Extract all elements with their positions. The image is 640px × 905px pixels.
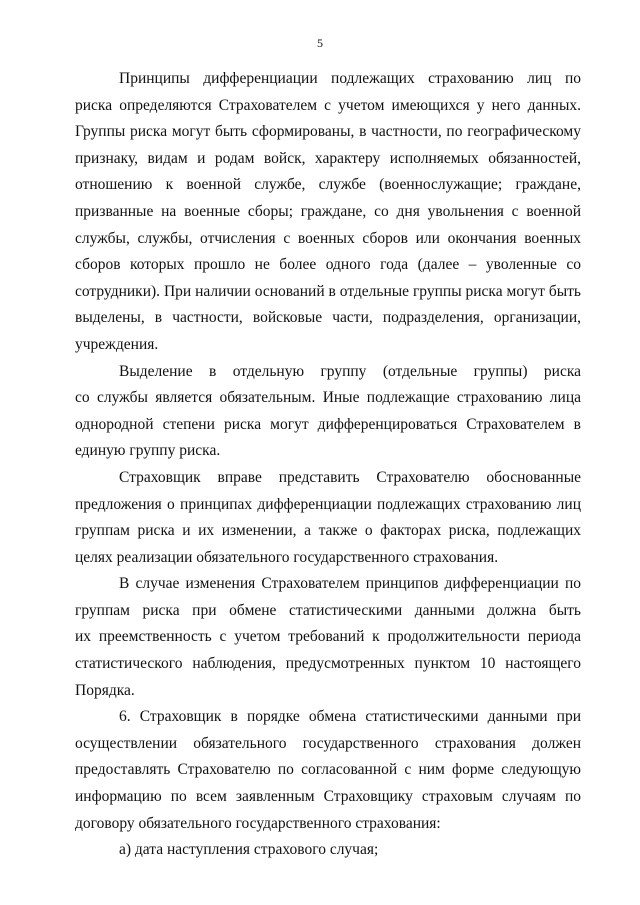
- text-line: договору обязательного государственного страхования:: [75, 814, 441, 832]
- text-line: предоставлять Страхователю по согласованной с ним форме следующую: [75, 761, 581, 779]
- text-line: а) дата наступления страхового случая;: [119, 841, 379, 859]
- paragraph-insurer-proposals: [75, 465, 581, 571]
- text-line: выделены, в частности, войсковые части, подразделения, организации,: [75, 309, 581, 327]
- text-line: призванные на военные сборы; граждане, со дня увольнения с военной: [75, 202, 581, 220]
- document-body: [75, 66, 581, 864]
- text-line: В случае изменения Страхователем принципов дифференциации по: [119, 575, 581, 593]
- text-line: информацию по всем заявленным Страховщику страховым случаям по: [75, 788, 581, 806]
- paragraph-continuity: [75, 571, 581, 704]
- text-line: учреждения.: [75, 335, 159, 353]
- text-line: 6. Страховщик в порядке обмена статистическими данными при: [119, 708, 581, 726]
- text-line: риска определяются Страхователем с учетом имеющихся у него данных.: [75, 96, 581, 114]
- text-line: однородной степени риска могут дифференцироваться Страхователем в: [75, 415, 581, 433]
- text-line: Порядка.: [75, 681, 135, 699]
- text-line: группам риска при обмене статистическими данными должна быть: [75, 601, 581, 619]
- text-line: сотрудники). При наличии оснований в отдельные группы риска могут быть: [75, 282, 581, 300]
- text-line: сборов которых прошло не более одного года (далее – уволенные со: [75, 256, 581, 274]
- text-line: отношению к военной службе, службе (военнослужащие; граждане,: [75, 176, 581, 194]
- paragraph-subitem-a: [75, 837, 581, 864]
- page-number: 5: [317, 36, 323, 50]
- text-line: их преемственность с учетом требований к продолжительности периода: [75, 628, 581, 646]
- paragraph-dismissed-group: [75, 359, 581, 465]
- paragraph-item-6: [75, 704, 581, 837]
- text-line: статистического наблюдения, предусмотренных пунктом 10 настоящего: [75, 655, 581, 673]
- text-line: службы, службы, отчисления с военных сборов или окончания военных: [75, 229, 581, 247]
- text-line: признаку, видам и родам войск, характеру исполняемых обязанностей,: [75, 149, 581, 167]
- text-line: целях реализации обязательного государственного страхования.: [75, 548, 499, 566]
- text-line: Выделение в отдельную группу (отдельные группы) риска: [119, 362, 581, 380]
- text-line: осуществлении обязательного государственного страхования должен: [75, 734, 581, 752]
- text-line: Принципы дифференциации подлежащих страхованию лиц по: [119, 70, 581, 87]
- text-line: единую группу риска.: [75, 442, 221, 460]
- text-line: Страховщик вправе представить Страхователю обоснованные: [119, 468, 581, 486]
- text-line: Группы риска могут быть сформированы, в частности, по географическому: [75, 123, 581, 141]
- text-line: группам риска и их изменении, а также о факторах риска, подлежащих: [75, 522, 581, 540]
- text-line: предложения о принципах дифференциации подлежащих страхованию лиц: [75, 495, 581, 513]
- paragraph-risk-groups: [75, 66, 581, 359]
- text-line: со службы является обязательным. Иные подлежащие страхованию лица: [75, 389, 581, 407]
